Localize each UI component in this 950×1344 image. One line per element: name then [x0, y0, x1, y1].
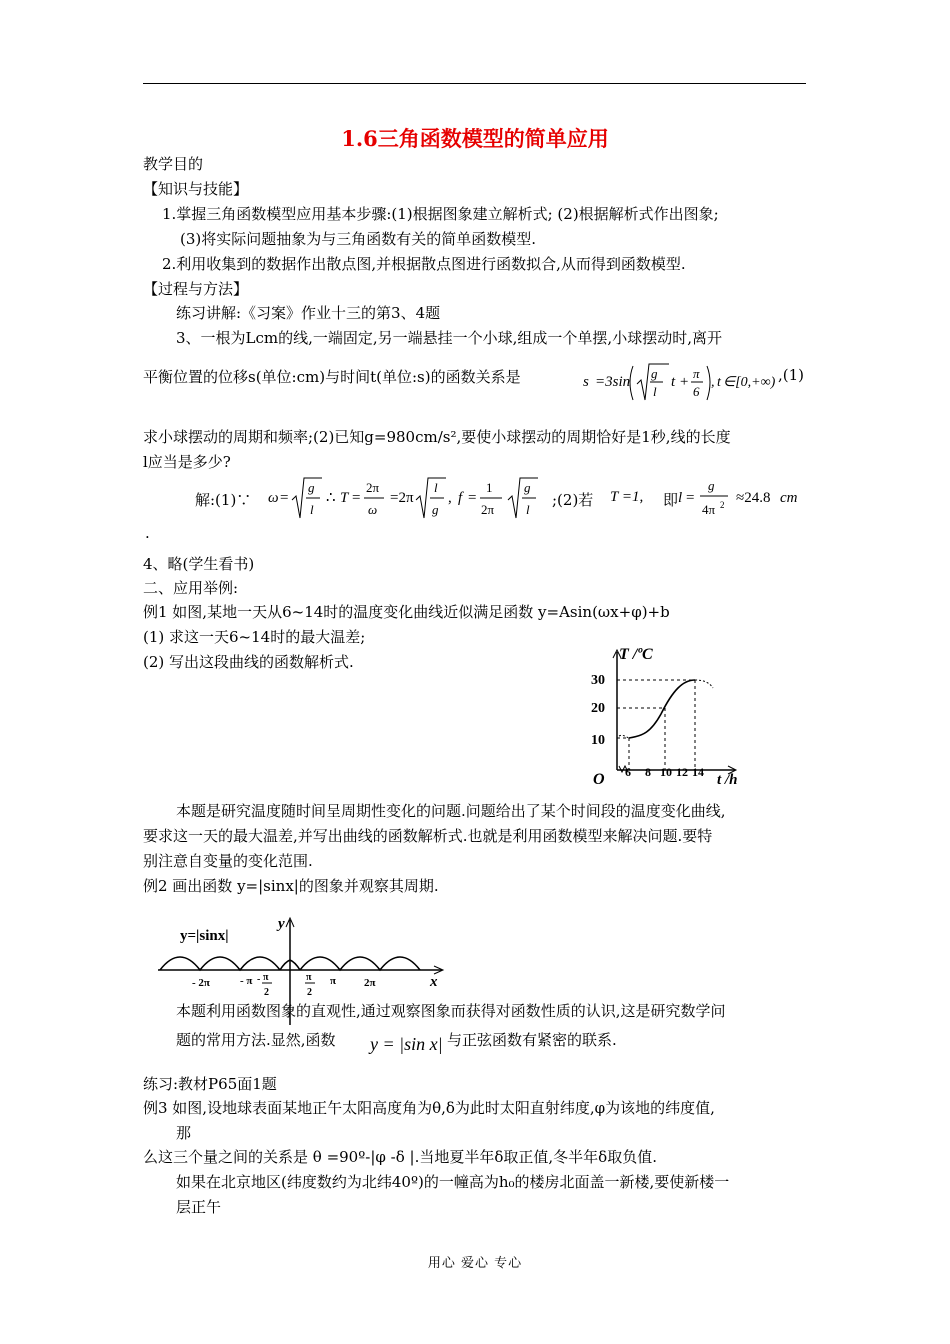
- svg-text:+: +: [679, 374, 690, 390]
- text-line: 解:(1)∵: [195, 491, 252, 509]
- svg-text:l: l: [434, 480, 438, 495]
- text-line: 教学目的: [143, 155, 204, 173]
- svg-text:t: t: [717, 375, 721, 390]
- y-tick-label: 10: [591, 733, 605, 748]
- text-line: .: [145, 524, 150, 542]
- text-line: 要求这一天的最大温差,并写出曲线的函数解析式.也就是利用函数模型来解决问题.要特: [143, 827, 713, 845]
- svg-text:2: 2: [720, 500, 725, 510]
- text-line: 别注意自变量的变化范围.: [143, 852, 313, 870]
- svg-text:2: 2: [264, 987, 269, 998]
- text-line: 即: [663, 491, 679, 509]
- svg-text:4π: 4π: [702, 502, 716, 517]
- y-axis-label: y: [278, 916, 285, 932]
- formula-displacement: [583, 358, 775, 409]
- svg-text:2π: 2π: [366, 480, 380, 495]
- formula-displacement-graphic: [583, 358, 775, 404]
- text-line: 么这三个量之间的关系是 θ =90º-|φ -δ |.当地夏半年δ取正值,冬半年δ取负值.: [143, 1148, 657, 1166]
- svg-text:t: t: [671, 374, 676, 390]
- text-line: 层正午: [176, 1198, 222, 1216]
- svg-text:π: π: [693, 366, 700, 381]
- text-line: 例3 如图,设地球表面某地正午太阳高度角为θ,δ为此时太阳直射纬度,φ为该地的纬度值,: [143, 1099, 715, 1117]
- text-line: 例2 画出函数 y=|sinx|的图象并观察其周期.: [143, 877, 439, 895]
- text-line: 3、一根为Lcm的线,一端固定,另一端悬挂一个小球,组成一个单摆,小球摆动时,离开: [176, 329, 722, 347]
- x-tick-label: 2π: [364, 977, 376, 989]
- formula-period: [268, 472, 558, 528]
- x-tick-fraction: [257, 972, 272, 998]
- x-tick-label: 10: [660, 765, 672, 779]
- curve-extension: [695, 680, 713, 688]
- text-line: 题的常用方法.显然,函数: [176, 1031, 336, 1049]
- svg-text:ω: ω: [368, 502, 378, 517]
- svg-text:,: ,: [711, 375, 715, 390]
- svg-text:=: =: [352, 490, 361, 506]
- y-tick-label: 20: [591, 701, 605, 716]
- text-line: (1) 求这一天6~14时的最大温差;: [143, 628, 366, 646]
- text-line: 练习:教材P65面1题: [143, 1075, 277, 1093]
- text-line: 与正弦函数有紧密的联系.: [447, 1031, 617, 1049]
- x-tick-label: 12: [676, 765, 688, 779]
- y-tick-label: 30: [591, 673, 605, 688]
- text-line: ,(1): [778, 366, 805, 384]
- x-tick-fraction: [305, 972, 315, 998]
- svg-text:l: l: [653, 384, 657, 399]
- x-tick-label: - π: [240, 975, 253, 987]
- svg-text:l: l: [310, 502, 314, 517]
- svg-text:,: ,: [448, 490, 452, 506]
- svg-text:g: g: [708, 478, 715, 493]
- x-tick-label: - 2π: [192, 977, 210, 989]
- svg-text:≈24.8: ≈24.8: [736, 490, 771, 506]
- formula-length: [678, 472, 808, 528]
- svg-text:l: l: [526, 502, 530, 517]
- x-tick-label: 8: [645, 765, 651, 779]
- text-line: 本题利用函数图象的直观性,通过观察图象而获得对函数性质的认识,这是研究数学问: [176, 1002, 726, 1020]
- svg-text:∈[0,+∞): ∈[0,+∞): [723, 375, 775, 390]
- formula-length-graphic: [678, 472, 808, 524]
- svg-text:-: -: [257, 974, 261, 985]
- svg-text:f: f: [458, 490, 463, 506]
- svg-text:6: 6: [693, 384, 700, 399]
- text-line: 求小球摆动的周期和频率;(2)已知g=980cm/s²,要使小球摆动的周期恰好是1秒,线的长度: [143, 428, 731, 446]
- svg-text:π: π: [306, 972, 312, 983]
- x-tick-label: π: [330, 975, 337, 987]
- text-line: 平衡位置的位移s(单位:cm)与时间t(单位:s)的函数关系是: [143, 368, 521, 386]
- svg-text:g: g: [651, 366, 658, 381]
- svg-text:l: l: [678, 490, 683, 506]
- svg-text:s: s: [583, 374, 589, 390]
- svg-text:cm: cm: [780, 490, 798, 506]
- svg-text:2: 2: [307, 987, 312, 998]
- x-tick-label: 14: [692, 765, 704, 779]
- temperature-chart: [585, 642, 755, 787]
- svg-text:g: g: [308, 480, 315, 495]
- x-axis-label: t /h: [717, 772, 738, 787]
- svg-text:=: =: [686, 490, 695, 506]
- svg-text:ω: ω: [268, 490, 279, 506]
- text-line: 二、应用举例:: [143, 579, 239, 597]
- text-line: 例1 如图,某地一天从6~14时的温度变化曲线近似满足函数 y=Asin(ωx+φ)+b: [143, 603, 670, 621]
- svg-text:g: g: [432, 502, 439, 517]
- text-line: 那: [176, 1124, 192, 1142]
- text-line: 1.掌握三角函数模型应用基本步骤:(1)根据图象建立解析式; (2)根据解析式作出图象;: [162, 205, 719, 223]
- text-line: 4、略(学生看书): [143, 555, 255, 573]
- page-footer: 用心 爱心 专心: [427, 1256, 523, 1271]
- svg-text:π: π: [263, 972, 269, 983]
- svg-text:g: g: [524, 480, 531, 495]
- svg-text:=3sin: =3sin: [595, 374, 631, 390]
- text-line: ;(2)若: [552, 491, 594, 509]
- page-title: 1.6三角函数模型的简单应用: [341, 126, 609, 151]
- text-line: 2.利用收集到的数据作出散点图,并根据散点图进行函数拟合,从而得到函数模型.: [162, 255, 686, 273]
- section-heading: 【知识与技能】: [143, 180, 249, 198]
- text-line: (3)将实际问题抽象为与三角函数有关的简单函数模型.: [180, 230, 537, 248]
- y-axis-label: T /ºC: [619, 646, 653, 663]
- temperature-curve: [629, 680, 695, 738]
- svg-text:2π: 2π: [481, 502, 495, 517]
- svg-text:1: 1: [486, 480, 493, 495]
- text-line: 练习讲解:《习案》作业十三的第3、4题: [176, 304, 441, 322]
- origin-label: O: [593, 771, 605, 787]
- svg-text:=: =: [468, 490, 477, 506]
- formula-abs-sin: y = |sin x|: [370, 1034, 443, 1054]
- x-tick-label: 6: [625, 765, 631, 779]
- header-rule: [143, 83, 806, 84]
- text-line: l应当是多少?: [143, 453, 231, 471]
- text-line: 如果在北京地区(纬度数约为北纬40º)的一幢高为h₀的楼房北面盖一新楼,要使新楼一: [176, 1173, 730, 1191]
- text-line: 本题是研究温度随时间呈周期性变化的问题.问题给出了某个时间段的温度变化曲线,: [176, 802, 726, 820]
- function-label: y=|sinx|: [180, 928, 229, 944]
- formula-T: T =1,: [610, 489, 644, 505]
- section-heading: 【过程与方法】: [143, 280, 249, 298]
- formula-period-graphic: [268, 472, 558, 524]
- text-line: (2) 写出这段曲线的函数解析式.: [143, 653, 354, 671]
- svg-text:=: =: [280, 490, 289, 506]
- x-axis-label: x: [430, 974, 438, 990]
- svg-text:=2π: =2π: [390, 490, 414, 506]
- svg-text:∴: ∴: [326, 490, 336, 506]
- svg-text:T: T: [340, 490, 349, 506]
